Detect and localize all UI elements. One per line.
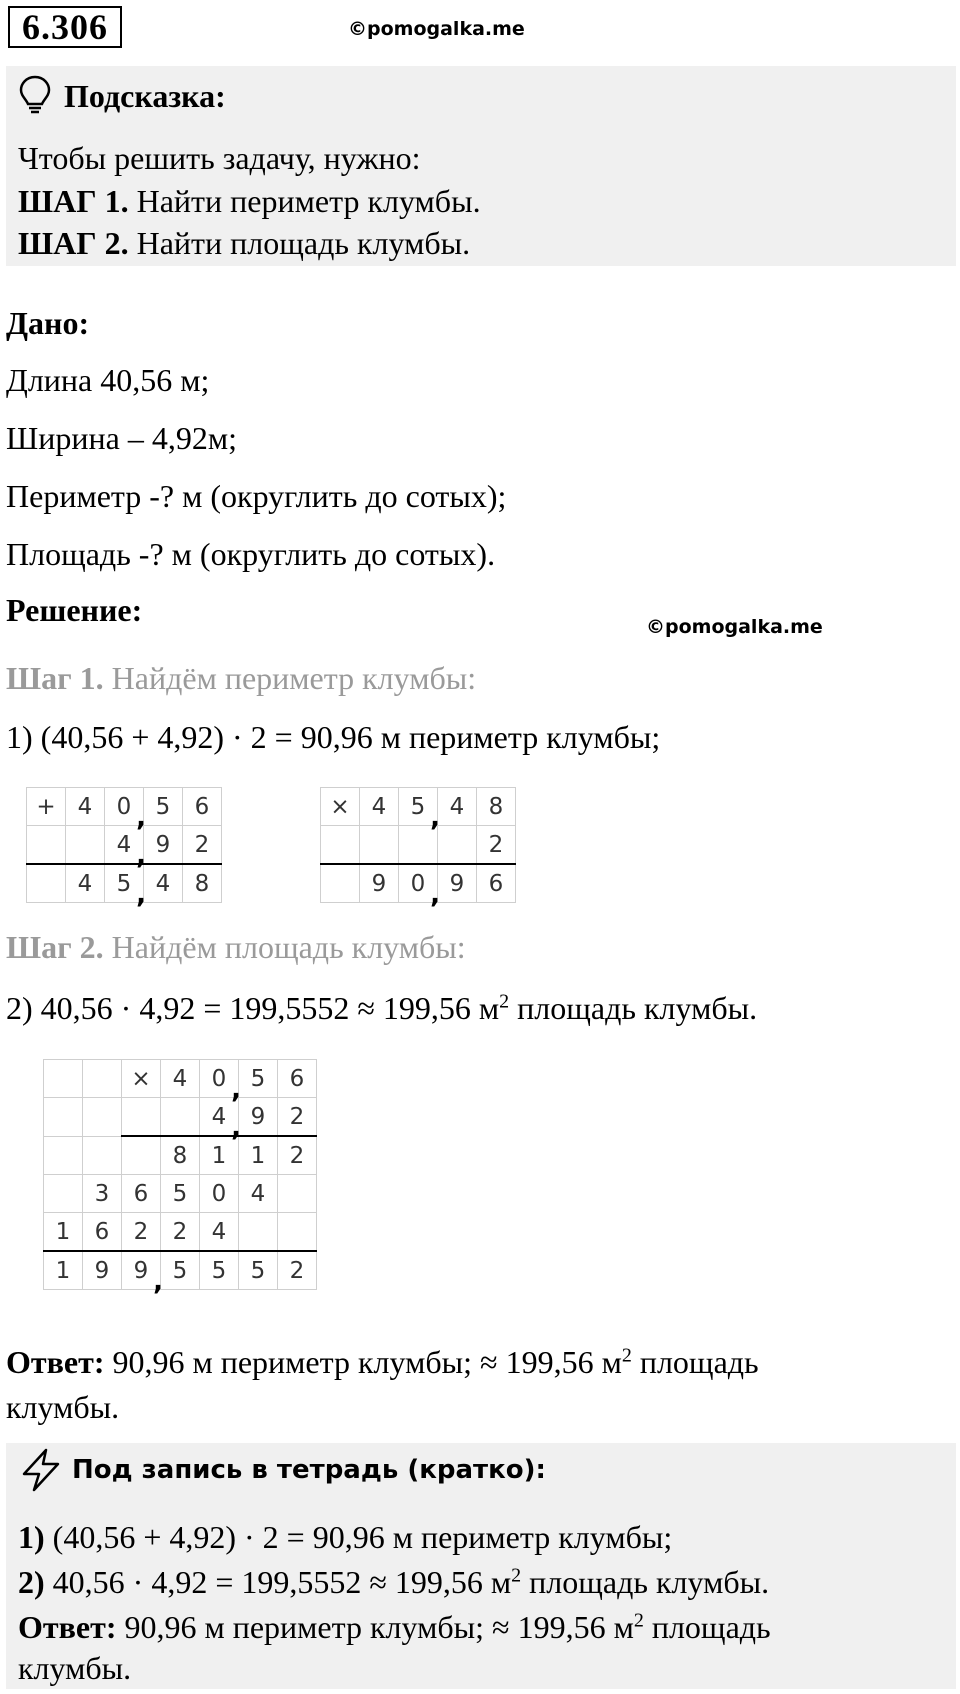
cell: 2 <box>183 826 222 865</box>
short-l2-num: 2) <box>18 1564 45 1600</box>
cell <box>321 864 360 903</box>
cell <box>438 826 477 865</box>
cell-digit: 4 <box>116 831 132 858</box>
cell <box>105 864 146 910</box>
cell <box>27 826 66 865</box>
task-number: 6.306 <box>8 6 122 48</box>
cell: 6 <box>278 1060 317 1098</box>
cell: 2 <box>278 1251 317 1290</box>
cell <box>105 788 146 833</box>
decimal-comma: , <box>153 1267 163 1297</box>
cell <box>105 826 146 871</box>
cell <box>321 826 360 865</box>
cell-digit: 5 <box>410 793 426 820</box>
cell: 1 <box>44 1251 83 1290</box>
given-line-3: Периметр -? м (округлить до сотых); <box>6 478 507 514</box>
decimal-comma: , <box>430 803 440 833</box>
cell-digit: 0 <box>410 870 426 897</box>
answer-unit: м <box>593 1344 622 1380</box>
cell: 4 <box>144 864 183 903</box>
cell: 5 <box>200 1251 239 1290</box>
cell: 9 <box>239 1098 278 1137</box>
short-answer-line-1 <box>18 1609 771 1645</box>
cell-digit: 5 <box>116 870 132 897</box>
short-l1-num: 1) <box>18 1519 45 1555</box>
cell: 4 <box>66 864 105 903</box>
decimal-comma: , <box>430 880 440 910</box>
decimal-comma: , <box>136 803 146 833</box>
cell-digit: 0 <box>116 793 132 820</box>
cell: 4 <box>200 1213 239 1252</box>
decimal-comma: , <box>231 1113 241 1143</box>
short-ans-label: Ответ: <box>18 1609 117 1645</box>
cell: 3 <box>83 1175 122 1213</box>
cell <box>399 788 440 833</box>
given-line-2: Ширина – 4,92м; <box>6 420 237 456</box>
cell <box>200 1060 241 1105</box>
cell <box>278 1213 317 1252</box>
solution-step2 <box>6 929 466 965</box>
cell: 5 <box>239 1251 278 1290</box>
short-l2-sup: 2 <box>511 1564 522 1587</box>
short-line-1 <box>18 1519 672 1555</box>
short-ans-text-1: 90,96 м периметр клумбы; <box>116 1609 493 1645</box>
cell: 6 <box>122 1175 161 1213</box>
solution-step1 <box>6 660 476 696</box>
cell <box>66 826 105 865</box>
answer-line-1 <box>6 1344 759 1380</box>
hint-step2 <box>18 225 470 261</box>
cell: 9 <box>360 864 399 903</box>
cell <box>278 1175 317 1213</box>
column-multiplication-2 <box>43 1059 317 1297</box>
given-line-4: Площадь -? м (округлить до сотых). <box>6 536 496 572</box>
cell: 2 <box>278 1098 317 1137</box>
hint-title: Подсказка: <box>64 78 226 114</box>
cell: 9 <box>438 864 477 903</box>
cell <box>399 864 440 910</box>
hint-step2-label: ШАГ 2. <box>18 225 129 261</box>
step2-label: Шаг 2. <box>6 929 104 965</box>
cell <box>83 1098 122 1137</box>
hint-step1-label: ШАГ 1. <box>18 183 129 219</box>
cell <box>239 1213 278 1252</box>
given-line-1: Длина 40,56 м; <box>6 362 210 398</box>
cell: 8 <box>477 788 516 826</box>
cell: 1 <box>200 1136 239 1175</box>
cell <box>27 864 66 903</box>
short-l2-text: площадь клумбы. <box>521 1564 770 1600</box>
cell: × <box>122 1060 161 1098</box>
cell-digit: 0 <box>211 1065 227 1092</box>
short-answer-line-2: клумбы. <box>18 1650 132 1686</box>
cell <box>200 1098 241 1143</box>
cell <box>161 1098 200 1137</box>
watermark: ©pomogalka.me <box>348 18 525 40</box>
short-ans-approx: ≈ 199,56 <box>492 1609 606 1645</box>
cell: 6 <box>183 788 222 826</box>
cell <box>44 1060 83 1098</box>
answer-line-2: клумбы. <box>6 1389 120 1425</box>
cell: 6 <box>477 864 516 903</box>
decimal-comma: , <box>231 1075 241 1105</box>
eq1-prefix: 1) <box>6 719 41 755</box>
eq1-math: (40,56 + 4,92) · 2 = 90,96 <box>40 719 373 755</box>
cell: 5 <box>161 1251 200 1290</box>
hint-step1-text: Найти периметр клумбы. <box>128 183 481 219</box>
cell: 5 <box>144 788 183 826</box>
cell <box>83 1136 122 1175</box>
cell: 1 <box>44 1213 83 1252</box>
column-addition <box>26 787 222 910</box>
eq2-suffix: площадь клумбы. <box>509 990 758 1026</box>
step2-text: Найдём площадь клумбы: <box>103 929 466 965</box>
hint-step2-text: Найти площадь клумбы. <box>128 225 471 261</box>
watermark: ©pomogalka.me <box>646 616 823 638</box>
cell <box>83 1060 122 1098</box>
cell: 8 <box>183 864 222 903</box>
cell <box>44 1098 83 1137</box>
short-l1-text: м периметр клумбы; <box>384 1519 673 1555</box>
cell <box>399 826 438 865</box>
cell <box>122 1098 161 1137</box>
column-multiplication-1 <box>320 787 516 910</box>
answer-text-2: площадь <box>631 1344 759 1380</box>
cell: 5 <box>239 1060 278 1098</box>
solution-title: Решение: <box>6 592 143 628</box>
short-line-2 <box>18 1564 769 1600</box>
cell-digit: 9 <box>133 1257 149 1284</box>
lightbulb-icon <box>18 74 52 116</box>
hint-intro: Чтобы решить задачу, нужно: <box>18 140 421 176</box>
equation-2 <box>6 990 757 1026</box>
decimal-comma: , <box>136 880 146 910</box>
cell: 8 <box>161 1136 200 1175</box>
cell-digit: 4 <box>371 793 387 820</box>
cell: 4 <box>239 1175 278 1213</box>
eq1-suffix: м периметр клумбы; <box>372 719 661 755</box>
short-notes-title: Под запись в тетрадь (кратко): <box>72 1455 546 1485</box>
cell: 2 <box>161 1213 200 1252</box>
short-ans-sup: 2 <box>633 1609 644 1632</box>
answer-text-1: 90,96 м периметр клумбы; <box>104 1344 481 1380</box>
cell: 0 <box>200 1175 239 1213</box>
cell: 6 <box>83 1213 122 1252</box>
cell: 5 <box>161 1175 200 1213</box>
hint-step1 <box>18 183 481 219</box>
cell: 9 <box>144 826 183 865</box>
cell: × <box>321 788 360 826</box>
cell <box>122 1251 163 1297</box>
short-ans-text-2: площадь <box>643 1609 771 1645</box>
cell: 9 <box>83 1251 122 1290</box>
cell: 1 <box>239 1136 278 1175</box>
short-l2-unit: м <box>482 1564 512 1600</box>
cell: 4 <box>438 788 477 826</box>
cell: + <box>27 788 66 826</box>
eq2-prefix: 2) <box>6 990 41 1026</box>
step1-text: Найдём периметр клумбы: <box>103 660 477 696</box>
lightning-icon <box>20 1448 62 1492</box>
cell <box>360 826 399 865</box>
cell: 2 <box>278 1136 317 1175</box>
answer-approx: ≈ 199,56 <box>480 1344 594 1380</box>
step1-label: Шаг 1. <box>6 660 104 696</box>
cell <box>360 788 399 826</box>
cell: 2 <box>122 1213 161 1252</box>
short-l1-math: (40,56 + 4,92) · 2 = 90,96 <box>44 1519 385 1555</box>
cell: 4 <box>161 1060 200 1098</box>
answer-label: Ответ: <box>6 1344 105 1380</box>
cell-digit: 4 <box>211 1103 227 1130</box>
given-title: Дано: <box>6 305 90 341</box>
short-ans-unit: м <box>605 1609 634 1645</box>
eq2-sup: 2 <box>499 990 510 1013</box>
decimal-comma: , <box>136 841 146 871</box>
cell <box>44 1175 83 1213</box>
cell: 4 <box>66 788 105 826</box>
eq2-unit: м <box>470 990 500 1026</box>
cell: 2 <box>477 826 516 865</box>
eq2-math: 40,56 · 4,92 = 199,5552 ≈ 199,56 <box>40 990 471 1026</box>
cell <box>44 1136 83 1175</box>
answer-sup: 2 <box>621 1344 632 1367</box>
cell <box>122 1136 161 1175</box>
equation-1 <box>6 719 660 755</box>
short-l2-math: 40,56 · 4,92 = 199,5552 ≈ 199,56 <box>44 1564 483 1600</box>
